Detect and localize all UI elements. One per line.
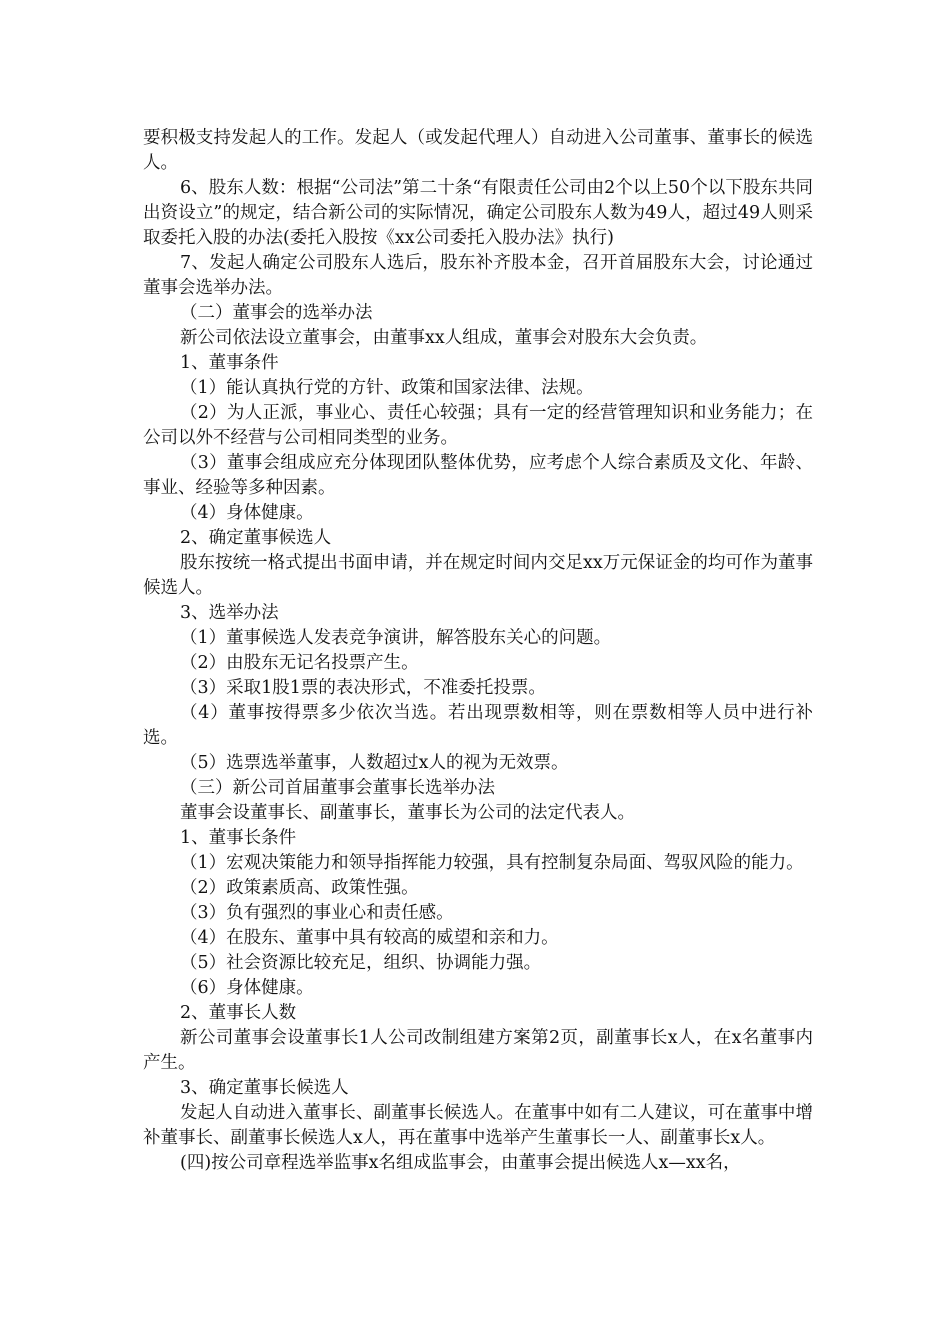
- list-item: （2）政策素质高、政策性强。: [180, 878, 419, 898]
- paragraph: 董事会设董事长、副董事长，董事长为公司的法定代表人。: [180, 803, 635, 823]
- paragraph: 发起人自动进入董事长、副董事长候选人。在董事中如有二人建议，可在董事中增补董事长、副董事长候选人x人，再在董事中选举产生董事长一人、副董事长x人。: [143, 1103, 813, 1148]
- paragraph: (四)按公司章程选举监事x名组成监事会，由董事会提出候选人x—xx名，: [180, 1153, 741, 1173]
- paragraph: 新公司董事会设董事长1人公司改制组建方案第2页，副董事长x人，在x名董事内产生。: [143, 1028, 813, 1073]
- document-body: [143, 126, 813, 1176]
- list-item: （1）宏观决策能力和领导指挥能力较强，具有控制复杂局面、驾驭风险的能力。: [180, 853, 804, 873]
- list-item: （1）能认真执行党的方针、政策和国家法律、法规。: [180, 378, 594, 398]
- paragraph: 6、股东人数：根据“公司法”第二十条“有限责任公司由2个以上50个以下股东共同出资设立”的规定，结合新公司的实际情况，确定公司股东人数为49人，超过49人则采取委托入股的办法(委托入股按《xx公司委托入股办法》执行): [143, 178, 813, 248]
- paragraph: 新公司依法设立董事会，由董事xx人组成，董事会对股东大会负责。: [180, 328, 708, 348]
- paragraph: 7、发起人确定公司股东人选后，股东补齐股本金，召开首届股东大会，讨论通过董事会选举办法。: [143, 253, 813, 298]
- section-heading: （二）董事会的选举办法: [180, 303, 373, 323]
- subsection-heading: 1、董事长条件: [180, 828, 297, 848]
- subsection-heading: 2、董事长人数: [180, 1003, 297, 1023]
- list-item: （2）由股东无记名投票产生。: [180, 653, 419, 673]
- list-item: （6）身体健康。: [180, 978, 314, 998]
- section-heading: （三）新公司首届董事会董事长选举办法: [180, 778, 495, 798]
- subsection-heading: 3、选举办法: [180, 603, 279, 623]
- paragraph: 股东按统一格式提出书面申请，并在规定时间内交足xx万元保证金的均可作为董事候选人。: [143, 553, 813, 598]
- list-item: （5）社会资源比较充足，组织、协调能力强。: [180, 953, 542, 973]
- list-item: （3）负有强烈的事业心和责任感。: [180, 903, 454, 923]
- subsection-heading: 3、确定董事长候选人: [180, 1078, 349, 1098]
- list-item: （3）采取1股1票的表决形式，不准委托投票。: [180, 678, 546, 698]
- list-item: （4）身体健康。: [180, 503, 314, 523]
- subsection-heading: 1、董事条件: [180, 353, 279, 373]
- paragraph: 要积极支持发起人的工作。发起人（或发起代理人）自动进入公司董事、董事长的候选人。: [143, 128, 813, 173]
- list-item: （2）为人正派，事业心、责任心较强；具有一定的经营管理知识和业务能力；在公司以外不经营与公司相同类型的业务。: [143, 403, 813, 448]
- subsection-heading: 2、确定董事候选人: [180, 528, 332, 548]
- list-item: （5）选票选举董事，人数超过x人的视为无效票。: [180, 753, 569, 773]
- list-item: （4）在股东、董事中具有较高的威望和亲和力。: [180, 928, 559, 948]
- list-item: （1）董事候选人发表竞争演讲，解答股东关心的问题。: [180, 628, 612, 648]
- list-item: （3）董事会组成应充分体现团队整体优势，应考虑个人综合素质及文化、年龄、事业、经验等多种因素。: [143, 453, 813, 498]
- list-item: （4）董事按得票多少依次当选。若出现票数相等，则在票数相等人员中进行补选。: [143, 703, 813, 748]
